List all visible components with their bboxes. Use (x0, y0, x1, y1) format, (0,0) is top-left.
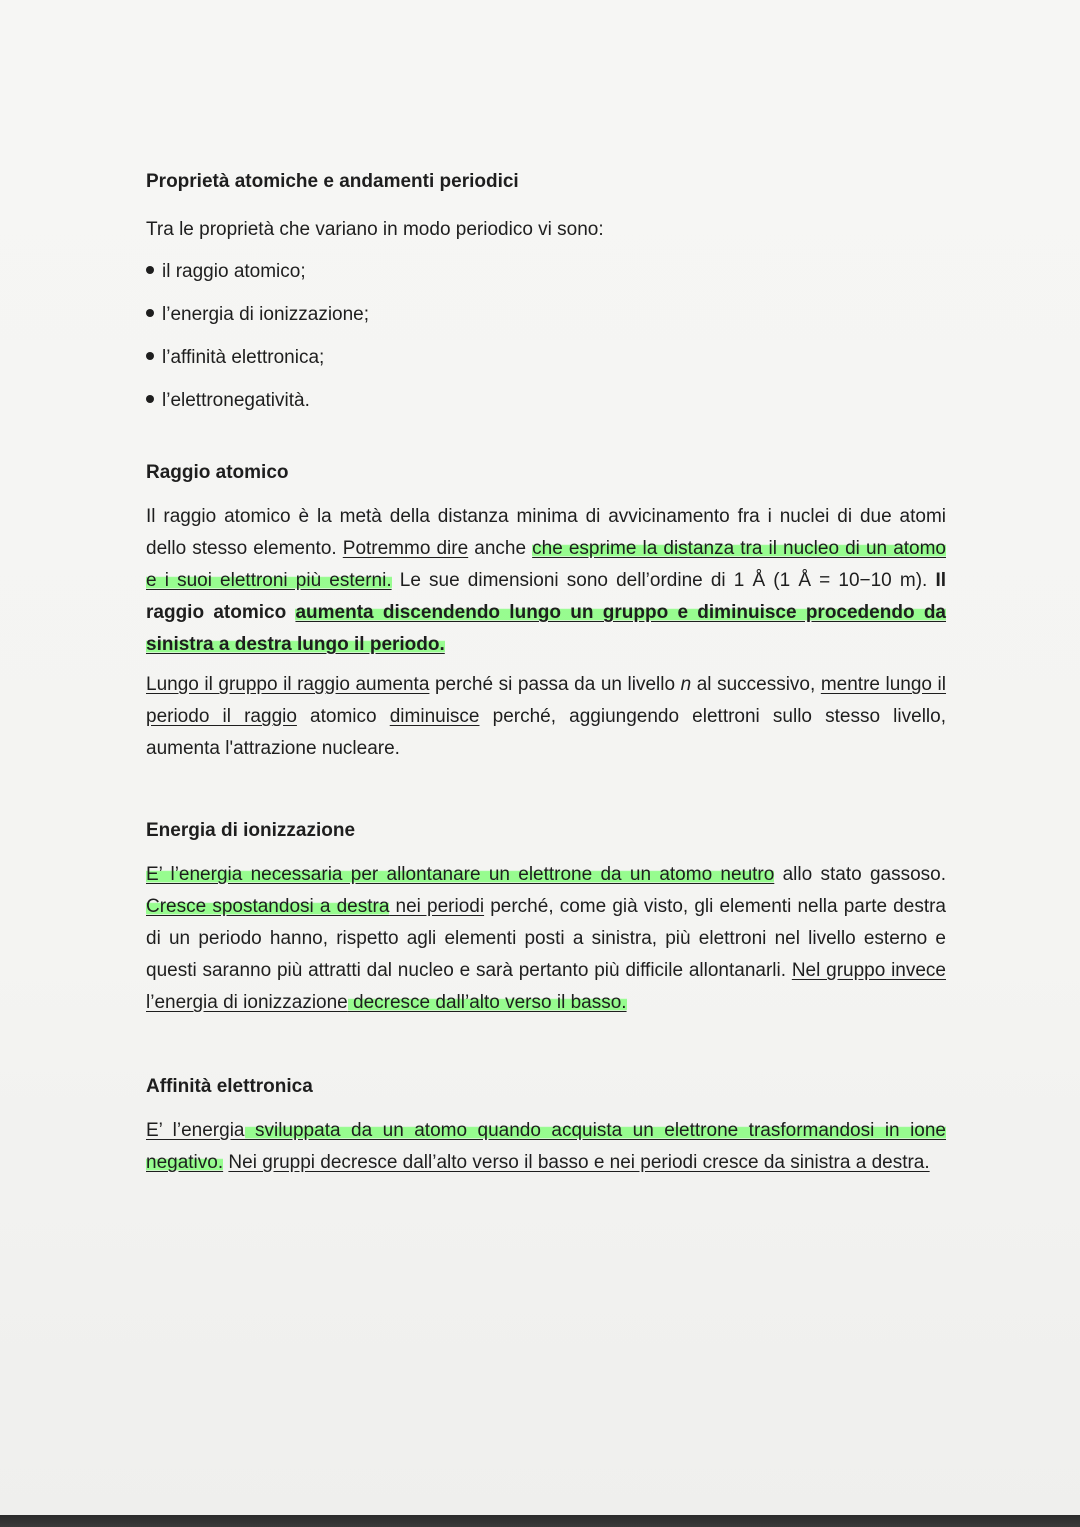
section-title-electron-affinity: Affinità elettronica (146, 1076, 313, 1097)
section-title-atomic-radius: Raggio atomico (146, 462, 289, 483)
section-ionization-energy (146, 815, 946, 1019)
highlighted-text: decresce dall’alto verso il basso. (347, 992, 627, 1013)
list-item: l’affinità elettronica; (146, 342, 946, 374)
highlighted-text: sviluppata da un atomo quando acquista un elettrone trasformandosi in ione negativo. (146, 1120, 947, 1173)
paragraph-atomic-radius-1: Il raggio atomico è la metà della distanza minima di avvicinamento fra i nuclei di due atomi dello stesso elemento. Potremmo dire anche che esprime la distanza tra il nucleo di un atomo e i suoi elettroni più esterni. Le sue dimensioni sono dell’ordine di 1 Å (1 Å = 10−10 m). Il raggio atomico aumenta discendendo lungo un gruppo e diminuisce procedendo da sinistra a destra lungo il periodo. (146, 506, 947, 655)
highlighted-text: aumenta discendendo lungo un gruppo e diminuisce procedendo da sinistra a destra lungo il periodo. (146, 602, 946, 655)
intro-text: Tra le proprietà che variano in modo periodico vi sono: (146, 219, 604, 240)
scan-bottom-edge (0, 1515, 1080, 1527)
list-item: il raggio atomico; (146, 256, 946, 288)
bullet-icon (146, 395, 154, 403)
highlighted-text: che esprime la distanza tra il nucleo di un atomo e i suoi elettroni più esterni. (146, 538, 946, 591)
section-electron-affinity (146, 1071, 946, 1179)
section-title-ionization-energy: Energia di ionizzazione (146, 820, 356, 841)
properties-list (146, 256, 946, 417)
paragraph-atomic-radius-2: Lungo il gruppo il raggio aumenta perché si passa da un livello n al successivo, mentre lungo il periodo il raggio atomico diminuisce perché, aggiungendo elettroni sullo stesso livello, aumenta l'attrazione nucleare. (146, 674, 947, 759)
list-item: l’energia di ionizzazione; (146, 299, 946, 331)
highlighted-text: Cresce spostandosi a destra (146, 896, 390, 917)
section-atomic-radius (146, 457, 946, 765)
paragraph-ionization-energy: E’ l’energia necessaria per allontanare un elettrone da un atomo neutro allo stato gassoso. Cresce spostandosi a destra nei periodi perché, come già visto, gli elementi nella parte destra di un periodo hanno, rispetto agli elementi posti a sinistra, più elettroni nel livello esterno e questi saranno più attratti dal nucleo e sarà pertanto più difficile allontanarli. Nel gruppo invece l’energia di ionizzazione decresce dall’alto verso il basso. (146, 864, 946, 1013)
highlighted-text: E’ l’energia necessaria per allontanare un elettrone da un atomo neutro (146, 864, 775, 885)
list-item: l’elettronegatività. (146, 385, 946, 417)
bullet-icon (146, 352, 154, 360)
section-title-properties: Proprietà atomiche e andamenti periodici (146, 171, 519, 192)
bullet-icon (146, 266, 154, 274)
section-properties (146, 166, 946, 417)
bullet-icon (146, 309, 154, 317)
paragraph-electron-affinity: E’ l’energia sviluppata da un atomo quando acquista un elettrone trasformandosi in ione negativo. Nei gruppi decresce dall’alto verso il basso e nei periodi cresce da sinistra a destra. (146, 1120, 947, 1173)
document-body (146, 166, 946, 1179)
